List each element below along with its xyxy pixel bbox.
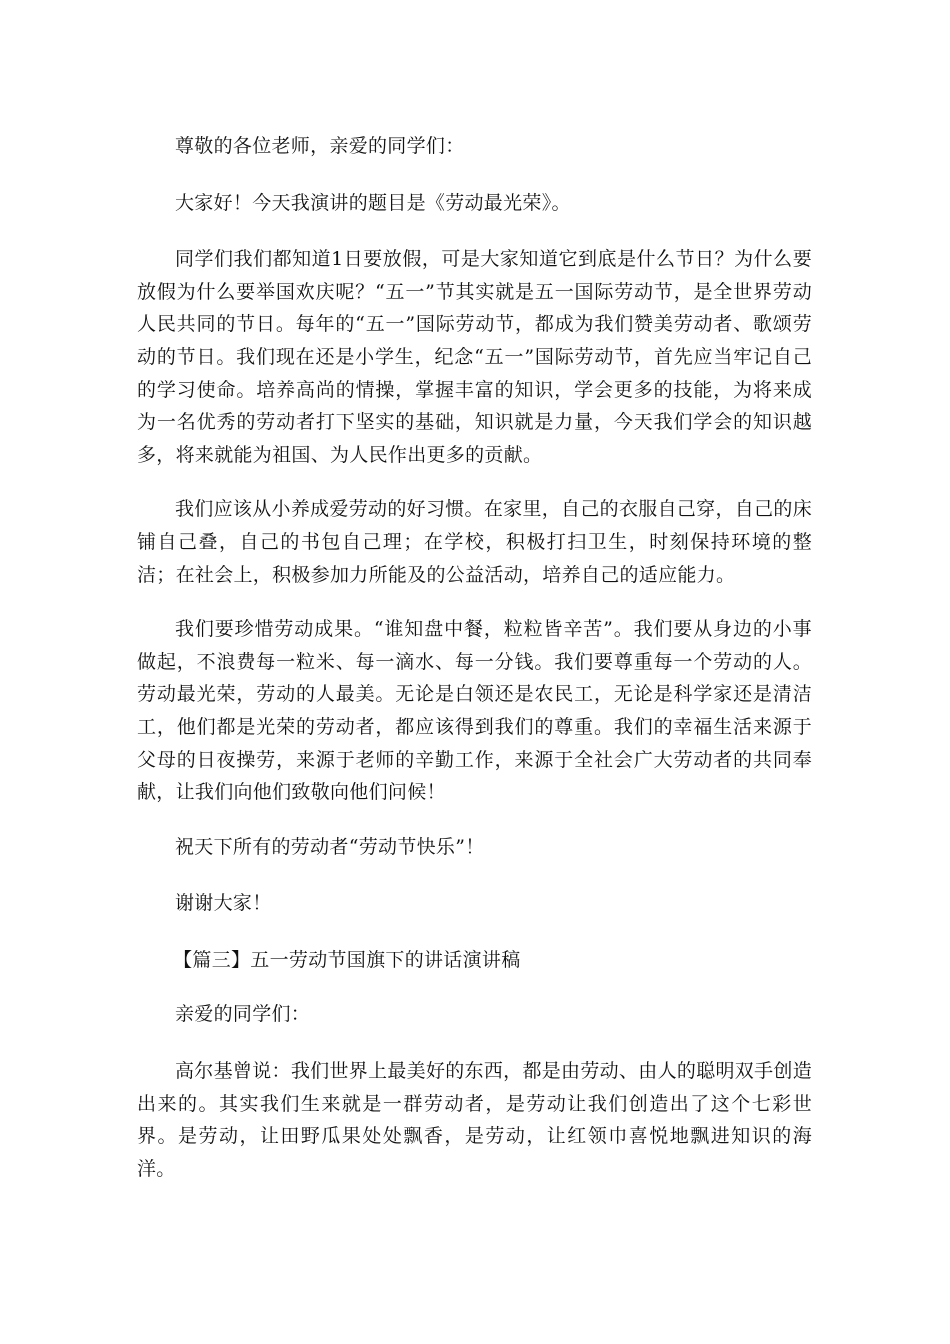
intro: 大家好！今天我演讲的题目是《劳动最光荣》。 <box>175 191 571 214</box>
wish: 祝天下所有的劳动者“劳动节快乐”！ <box>175 835 485 858</box>
document-body <box>137 130 812 1207</box>
greeting-2: 亲爱的同学们： <box>175 1003 311 1026</box>
paragraph-2: 我们应该从小养成爱劳动的好习惯。在家里，自己的衣服自己穿，自己的床铺自己叠，自己的书包自己理；在学校，积极打扫卫生，时刻保持环境的整洁；在社会上，积极参加力所能及的公益活动，培养自己的适应能力。 <box>137 498 812 586</box>
section-heading: 【篇三】五一劳动节国旗下的讲话演讲稿 <box>173 948 521 971</box>
paragraph-1: 同学们我们都知道1日要放假，可是大家知道它到底是什么节日？为什么要放假为什么要举国欢庆呢？“五一”节其实就是五一国际劳动节，是全世界劳动人民共同的节日。每年的“五一”国际劳动节，都成为我们赞美劳动者、歌颂劳动的节日。我们现在还是小学生，纪念“五一”国际劳动节，首先应当牢记自己的学习使命。培养高尚的情操，掌握丰富的知识，学会更多的技能，为将来成为一名优秀的劳动者打下坚实的基础，知识就是力量，今天我们学会的知识越多，将来就能为祖国、为人民作出更多的贡献。 <box>137 248 812 466</box>
greeting: 尊敬的各位老师，亲爱的同学们： <box>175 135 465 157</box>
thanks: 谢谢大家！ <box>175 892 272 915</box>
paragraph-3: 我们要珍惜劳动成果。“谁知盘中餐，粒粒皆辛苦”。我们要从身边的小事做起，不浪费每一粒米、每一滴水、每一分钱。我们要尊重每一个劳动的人。劳动最光荣，劳动的人最美。无论是白领还是农民工，无论是科学家还是清洁工，他们都是光荣的劳动者，都应该得到我们的尊重。我们的幸福生活来源于父母的日夜操劳，来源于老师的辛勤工作，来源于全社会广大劳动者的共同奉献，让我们向他们致敬向他们问候！ <box>137 618 812 804</box>
paragraph-4: 高尔基曾说：我们世界上最美好的东西，都是由劳动、由人的聪明双手创造出来的。其实我们生来就是一群劳动者，是劳动让我们创造出了这个七彩世界。是劳动，让田野瓜果处处飘香，是劳动，让红领巾喜悦地飘进知识的海洋。 <box>137 1060 812 1180</box>
